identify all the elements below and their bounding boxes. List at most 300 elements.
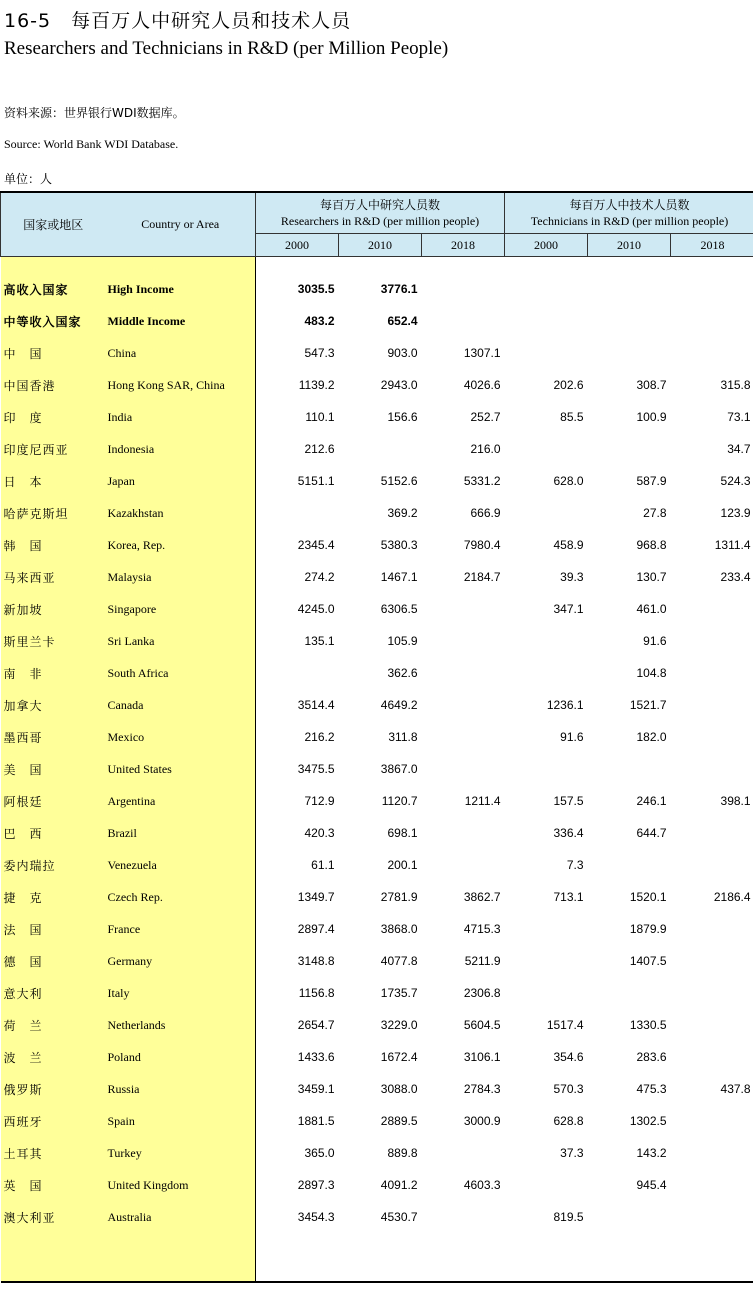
value-cell: 4530.7 (380, 1210, 418, 1224)
value-cell: 3088.0 (380, 1082, 418, 1096)
header-researchers (256, 192, 505, 234)
spacer-cell (422, 257, 505, 274)
value-cell: 3000.9 (463, 1114, 501, 1128)
spacer-cell (588, 257, 671, 274)
value-cell (588, 433, 671, 465)
value-cell: 1156.8 (298, 986, 335, 1000)
spacer-row (1, 1233, 753, 1282)
country-name-en: High Income (106, 273, 256, 305)
value-cell: 3148.8 (297, 954, 335, 968)
value-cell: 1881.5 (297, 1114, 335, 1128)
value-cell: 1211.4 (464, 794, 501, 808)
value-cell (671, 1041, 753, 1073)
value-cell: 308.7 (636, 378, 667, 392)
country-name-cn: 捷 克 (1, 881, 106, 913)
source-note-cn: 资料来源：世界银行WDI数据库。 (4, 106, 185, 120)
spacer-cell (1, 1233, 106, 1282)
value-cell (671, 305, 753, 337)
value-cell: 85.5 (560, 410, 584, 424)
value-cell: 130.7 (636, 570, 667, 584)
value-cell: 5151.1 (297, 474, 335, 488)
value-cell: 39.3 (560, 570, 584, 584)
table-row (1, 657, 753, 689)
value-cell: 1672.4 (380, 1050, 418, 1064)
value-cell (505, 1169, 588, 1201)
header-technicians-cn: 每百万人中技术人员数 (569, 198, 690, 212)
value-cell: 1520.1 (629, 890, 667, 904)
value-cell: 369.2 (387, 506, 418, 520)
value-cell: 2306.8 (463, 986, 501, 1000)
country-name-cn: 荷 兰 (1, 1009, 106, 1041)
value-cell (422, 849, 505, 881)
value-cell (505, 433, 588, 465)
value-cell (505, 305, 588, 337)
value-cell: 100.9 (636, 410, 667, 424)
country-name-en: Venezuela (106, 849, 256, 881)
value-cell (588, 337, 671, 369)
country-name-cn: 美 国 (1, 753, 106, 785)
country-name-en: Canada (106, 689, 256, 721)
country-name-en: South Africa (106, 657, 256, 689)
value-cell: 3229.0 (380, 1018, 418, 1032)
value-cell: 37.3 (560, 1146, 584, 1160)
value-cell (588, 753, 671, 785)
header-year: 2000 (256, 234, 339, 257)
table-row (1, 1105, 753, 1137)
country-name-cn: 墨西哥 (1, 721, 106, 753)
country-name-en: Argentina (106, 785, 256, 817)
header-year: 2018 (671, 234, 753, 257)
table-row (1, 561, 753, 593)
value-cell: 143.2 (636, 1146, 667, 1160)
country-name-en: Spain (106, 1105, 256, 1137)
country-name-en: Turkey (106, 1137, 256, 1169)
value-cell (671, 1201, 753, 1233)
spacer-cell (106, 1233, 256, 1282)
value-cell: 1735.7 (380, 986, 418, 1000)
table-row (1, 1041, 753, 1073)
country-name-cn: 英 国 (1, 1169, 106, 1201)
value-cell: 123.9 (720, 506, 751, 520)
table-row (1, 817, 753, 849)
value-cell: 628.0 (553, 474, 584, 488)
value-cell: 315.8 (720, 378, 751, 392)
spacer-row (1, 257, 753, 274)
country-name-en: Netherlands (106, 1009, 256, 1041)
value-cell (671, 1137, 753, 1169)
country-name-cn: 意大利 (1, 977, 106, 1009)
table-row (1, 913, 753, 945)
table-row (1, 305, 753, 337)
header-year: 2010 (339, 234, 422, 257)
value-cell: 252.7 (470, 410, 501, 424)
value-cell: 1349.7 (297, 890, 335, 904)
spacer-cell (339, 1233, 422, 1282)
country-name-cn: 俄罗斯 (1, 1073, 106, 1105)
value-cell: 2184.7 (463, 570, 501, 584)
value-cell: 336.4 (553, 826, 584, 840)
value-cell: 1521.7 (629, 698, 667, 712)
value-cell: 2654.7 (297, 1018, 335, 1032)
table-row (1, 273, 753, 305)
country-name-cn: 印度尼西亚 (1, 433, 106, 465)
value-cell: 2943.0 (380, 378, 418, 392)
value-cell (671, 1169, 753, 1201)
value-cell: 200.1 (387, 858, 418, 872)
country-name-en: Middle Income (106, 305, 256, 337)
header-researchers-en: Researchers in R&D (per million people) (280, 214, 480, 228)
header-researchers-cn: 每百万人中研究人员数 (320, 198, 441, 212)
page-title-en: Researchers and Technicians in R&D (per Million People) (4, 38, 449, 59)
value-cell (588, 1201, 671, 1233)
value-cell (671, 337, 753, 369)
country-name-en: Italy (106, 977, 256, 1009)
table-row (1, 689, 753, 721)
value-cell: 2345.4 (297, 538, 335, 552)
value-cell (588, 273, 671, 305)
table-row (1, 881, 753, 913)
value-cell: 1879.9 (629, 922, 667, 936)
header-year: 2010 (588, 234, 671, 257)
value-cell: 3514.4 (297, 698, 335, 712)
value-cell: 2186.4 (713, 890, 751, 904)
value-cell: 216.2 (304, 730, 335, 744)
value-cell: 437.8 (720, 1082, 751, 1096)
value-cell: 1139.2 (298, 378, 335, 392)
value-cell: 246.1 (636, 794, 667, 808)
country-name-en: Indonesia (106, 433, 256, 465)
value-cell: 1330.5 (629, 1018, 667, 1032)
value-cell: 3475.5 (297, 762, 335, 776)
country-name-cn: 德 国 (1, 945, 106, 977)
data-table (0, 191, 753, 1283)
country-name-cn: 新加坡 (1, 593, 106, 625)
value-cell: 61.1 (311, 858, 335, 872)
header-technicians (505, 192, 753, 234)
value-cell: 105.9 (387, 634, 418, 648)
value-cell: 1120.7 (381, 794, 418, 808)
country-name-en: China (106, 337, 256, 369)
value-cell: 570.3 (553, 1082, 584, 1096)
value-cell: 3776.1 (380, 282, 418, 296)
value-cell (671, 273, 753, 305)
table-row (1, 849, 753, 881)
value-cell (588, 977, 671, 1009)
table-row (1, 1169, 753, 1201)
value-cell: 420.3 (304, 826, 335, 840)
country-name-en: Brazil (106, 817, 256, 849)
country-name-en: Malaysia (106, 561, 256, 593)
value-cell: 7980.4 (463, 538, 501, 552)
value-cell (505, 913, 588, 945)
value-cell: 354.6 (553, 1050, 584, 1064)
value-cell: 945.4 (636, 1178, 667, 1192)
value-cell: 398.1 (720, 794, 751, 808)
value-cell (671, 753, 753, 785)
table-row (1, 433, 753, 465)
value-cell: 3035.5 (297, 282, 335, 296)
value-cell: 1302.5 (629, 1114, 667, 1128)
country-name-cn: 韩 国 (1, 529, 106, 561)
header-technicians-en: Technicians in R&D (per million people) (530, 214, 729, 228)
spacer-cell (256, 257, 339, 274)
value-cell: 4715.3 (463, 922, 501, 936)
table-row (1, 977, 753, 1009)
value-cell (422, 1201, 505, 1233)
value-cell: 3868.0 (380, 922, 418, 936)
table-row (1, 465, 753, 497)
header-country-cn: 国家或地区 (1, 192, 106, 257)
value-cell: 157.5 (553, 794, 584, 808)
country-name-en: Singapore (106, 593, 256, 625)
table-row (1, 401, 753, 433)
value-cell: 2897.3 (297, 1178, 335, 1192)
value-cell: 216.0 (470, 442, 501, 456)
value-cell: 1236.1 (546, 698, 584, 712)
country-name-cn: 高收入国家 (1, 273, 106, 305)
country-name-en: United Kingdom (106, 1169, 256, 1201)
value-cell: 2889.5 (380, 1114, 418, 1128)
spacer-cell (422, 1233, 505, 1282)
value-cell (505, 337, 588, 369)
country-name-en: Czech Rep. (106, 881, 256, 913)
country-name-cn: 法 国 (1, 913, 106, 945)
table-row (1, 1201, 753, 1233)
table-row (1, 1137, 753, 1169)
page-title-cn: 16-5 每百万人中研究人员和技术人员 (4, 10, 352, 32)
value-cell: 3867.0 (380, 762, 418, 776)
country-name-cn: 巴 西 (1, 817, 106, 849)
value-cell: 713.1 (553, 890, 584, 904)
value-cell: 5211.9 (464, 954, 501, 968)
value-cell (422, 593, 505, 625)
value-cell: 1467.1 (380, 570, 418, 584)
value-cell: 5331.2 (463, 474, 501, 488)
value-cell (422, 817, 505, 849)
value-cell: 587.9 (636, 474, 667, 488)
value-cell: 1407.5 (629, 954, 667, 968)
value-cell: 7.3 (566, 858, 584, 872)
value-cell: 461.0 (636, 602, 667, 616)
value-cell: 698.1 (387, 826, 418, 840)
value-cell: 4026.6 (463, 378, 501, 392)
table-row (1, 593, 753, 625)
country-name-en: India (106, 401, 256, 433)
value-cell: 1307.1 (463, 346, 501, 360)
table-row (1, 945, 753, 977)
value-cell: 311.8 (388, 730, 418, 744)
value-cell (671, 945, 753, 977)
value-cell (671, 849, 753, 881)
value-cell: 3454.3 (297, 1210, 335, 1224)
value-cell: 1517.4 (546, 1018, 584, 1032)
country-name-en: United States (106, 753, 256, 785)
value-cell: 666.9 (470, 506, 501, 520)
value-cell: 4245.0 (297, 602, 335, 616)
country-name-en: Korea, Rep. (106, 529, 256, 561)
country-name-en: Mexico (106, 721, 256, 753)
value-cell (671, 913, 753, 945)
value-cell: 110.1 (305, 410, 335, 424)
spacer-cell (671, 257, 753, 274)
country-name-cn: 哈萨克斯坦 (1, 497, 106, 529)
value-cell: 2781.9 (380, 890, 418, 904)
value-cell: 274.2 (304, 570, 335, 584)
country-name-en: Germany (106, 945, 256, 977)
country-name-cn: 加拿大 (1, 689, 106, 721)
header-year: 2000 (505, 234, 588, 257)
value-cell (671, 721, 753, 753)
value-cell (505, 753, 588, 785)
value-cell: 547.3 (304, 346, 335, 360)
table-row (1, 529, 753, 561)
value-cell: 202.6 (553, 378, 584, 392)
country-name-en: Poland (106, 1041, 256, 1073)
country-name-cn: 委内瑞拉 (1, 849, 106, 881)
country-name-cn: 澳大利亚 (1, 1201, 106, 1233)
table-row (1, 721, 753, 753)
value-cell: 524.3 (720, 474, 751, 488)
value-cell: 283.6 (636, 1050, 667, 1064)
value-cell: 365.0 (304, 1146, 335, 1160)
value-cell: 5152.6 (380, 474, 418, 488)
value-cell (422, 657, 505, 689)
value-cell (422, 721, 505, 753)
value-cell (671, 977, 753, 1009)
country-name-en: Australia (106, 1201, 256, 1233)
country-name-cn: 波 兰 (1, 1041, 106, 1073)
value-cell: 712.9 (304, 794, 335, 808)
country-name-cn: 中等收入国家 (1, 305, 106, 337)
table-row (1, 625, 753, 657)
value-cell: 3106.1 (463, 1050, 501, 1064)
value-cell: 91.6 (643, 634, 667, 648)
value-cell: 483.2 (304, 314, 335, 328)
country-name-en: Hong Kong SAR, China (106, 369, 256, 401)
value-cell: 652.4 (387, 314, 418, 328)
value-cell: 233.4 (720, 570, 751, 584)
header-country-en: Country or Area (106, 192, 256, 257)
value-cell: 644.7 (636, 826, 667, 840)
value-cell: 156.6 (387, 410, 418, 424)
country-name-en: Russia (106, 1073, 256, 1105)
value-cell: 5380.3 (380, 538, 418, 552)
spacer-cell (339, 257, 422, 274)
value-cell: 2784.3 (463, 1082, 501, 1096)
value-cell (422, 305, 505, 337)
table-row (1, 753, 753, 785)
header-year: 2018 (422, 234, 505, 257)
value-cell: 475.3 (636, 1082, 667, 1096)
value-cell (256, 497, 339, 529)
value-cell: 1433.6 (297, 1050, 335, 1064)
value-cell: 104.8 (636, 666, 667, 680)
value-cell: 182.0 (636, 730, 667, 744)
country-name-cn: 日 本 (1, 465, 106, 497)
country-name-cn: 印 度 (1, 401, 106, 433)
value-cell: 4649.2 (380, 698, 418, 712)
value-cell: 362.6 (387, 666, 418, 680)
value-cell: 135.1 (304, 634, 335, 648)
value-cell (671, 593, 753, 625)
value-cell (339, 433, 422, 465)
value-cell: 968.8 (636, 538, 667, 552)
country-name-cn: 马来西亚 (1, 561, 106, 593)
value-cell: 27.8 (643, 506, 667, 520)
value-cell: 1311.4 (714, 538, 751, 552)
value-cell: 73.1 (727, 410, 751, 424)
value-cell (505, 945, 588, 977)
country-name-cn: 斯里兰卡 (1, 625, 106, 657)
value-cell: 903.0 (387, 346, 418, 360)
spacer-cell (256, 1233, 339, 1282)
value-cell (505, 625, 588, 657)
value-cell (588, 849, 671, 881)
value-cell (671, 689, 753, 721)
value-cell (505, 657, 588, 689)
value-cell (671, 817, 753, 849)
table-body (1, 257, 753, 1283)
spacer-cell (505, 257, 588, 274)
value-cell: 5604.5 (463, 1018, 501, 1032)
value-cell: 628.8 (553, 1114, 584, 1128)
value-cell (671, 1009, 753, 1041)
spacer-cell (588, 1233, 671, 1282)
value-cell (505, 273, 588, 305)
value-cell: 2897.4 (297, 922, 335, 936)
value-cell (588, 305, 671, 337)
value-cell (422, 1137, 505, 1169)
table-row (1, 1009, 753, 1041)
spacer-cell (106, 257, 256, 274)
value-cell: 4091.2 (380, 1178, 418, 1192)
value-cell (505, 497, 588, 529)
value-cell: 819.5 (553, 1210, 584, 1224)
value-cell (505, 977, 588, 1009)
country-name-en: Kazakhstan (106, 497, 256, 529)
country-name-cn: 中 国 (1, 337, 106, 369)
source-note-en: Source: World Bank WDI Database. (4, 137, 179, 151)
table-row (1, 497, 753, 529)
value-cell: 889.8 (387, 1146, 418, 1160)
spacer-cell (505, 1233, 588, 1282)
value-cell: 347.1 (553, 602, 584, 616)
spacer-cell (671, 1233, 753, 1282)
value-cell: 212.6 (304, 442, 335, 456)
value-cell (422, 753, 505, 785)
value-cell (671, 1105, 753, 1137)
spacer-cell (1, 257, 106, 274)
value-cell (422, 273, 505, 305)
value-cell (422, 625, 505, 657)
country-name-cn: 阿根廷 (1, 785, 106, 817)
value-cell (422, 689, 505, 721)
country-name-cn: 西班牙 (1, 1105, 106, 1137)
country-name-en: Japan (106, 465, 256, 497)
value-cell (671, 625, 753, 657)
unit-note: 单位：人 (4, 172, 53, 186)
value-cell: 458.9 (553, 538, 584, 552)
value-cell: 91.6 (560, 730, 584, 744)
country-name-en: Sri Lanka (106, 625, 256, 657)
value-cell: 4077.8 (380, 954, 418, 968)
value-cell: 6306.5 (380, 602, 418, 616)
value-cell (256, 657, 339, 689)
table-row (1, 1073, 753, 1105)
table-row (1, 785, 753, 817)
table-row (1, 337, 753, 369)
value-cell: 34.7 (727, 442, 751, 456)
